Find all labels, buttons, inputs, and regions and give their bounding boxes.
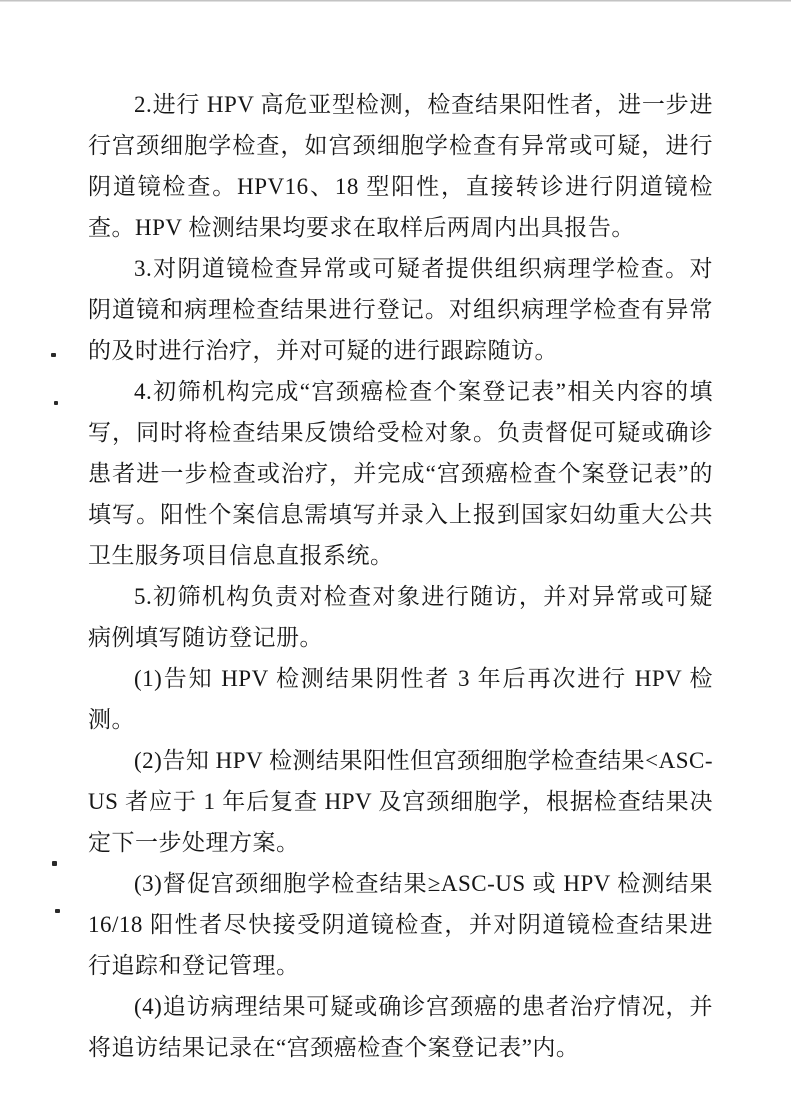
paragraph-5-item-3: (3)督促宫颈细胞学检查结果≥ASC-US 或 HPV 检测结果 16/18 阳性者尽快接受阴道镜检查，并对阴道镜检查结果进行追踪和登记管理。 [88, 871, 713, 978]
paragraph-5-followup: 5.初筛机构负责对检查对象进行随访，并对异常或可疑病例填写随访登记册。 [88, 584, 713, 650]
paragraph-5-item-2: (2)告知 HPV 检测结果阳性但宫颈细胞学检查结果<ASC-US 者应于 1 年后复查 HPV 及宫颈细胞学，根据检查结果决定下一步处理方案。 [88, 748, 713, 855]
scan-speck [55, 909, 60, 913]
paragraph-4-case-registration: 4.初筛机构完成“宫颈癌检查个案登记表”相关内容的填写，同时将检查结果反馈给受检对象。负责督促可疑或确诊患者进一步检查或治疗，并完成“宫颈癌检查个案登记表”的填写。阳性个案信息需填写并录入上报到国家妇幼重大公共卫生服务项目信息直报系统。 [88, 379, 713, 568]
scan-speck [51, 353, 56, 357]
paragraph-5-item-1: (1)告知 HPV 检测结果阴性者 3 年后再次进行 HPV 检测。 [88, 666, 713, 732]
scan-edge-line [0, 0, 791, 2]
scan-speck [52, 861, 57, 866]
paragraph-2-hpv-testing: 2.进行 HPV 高危亚型检测，检查结果阳性者，进一步进行宫颈细胞学检查，如宫颈细胞学检查有异常或可疑，进行阴道镜检查。HPV16、18 型阳性，直接转诊进行阴道镜检查。HPV 检测结果均要求在取样后两周内出具报告。 [88, 92, 713, 240]
paragraph-5-item-4: (4)追访病理结果可疑或确诊宫颈癌的患者治疗情况，并将追访结果记录在“宫颈癌检查个案登记表”内。 [88, 994, 713, 1060]
paragraph-3-colposcopy-pathology: 3.对阴道镜检查异常或可疑者提供组织病理学检查。对阴道镜和病理检查结果进行登记。对组织病理学检查有异常的及时进行治疗，并对可疑的进行跟踪随访。 [88, 256, 713, 363]
document-body [88, 84, 713, 1068]
scan-speck [54, 401, 58, 405]
